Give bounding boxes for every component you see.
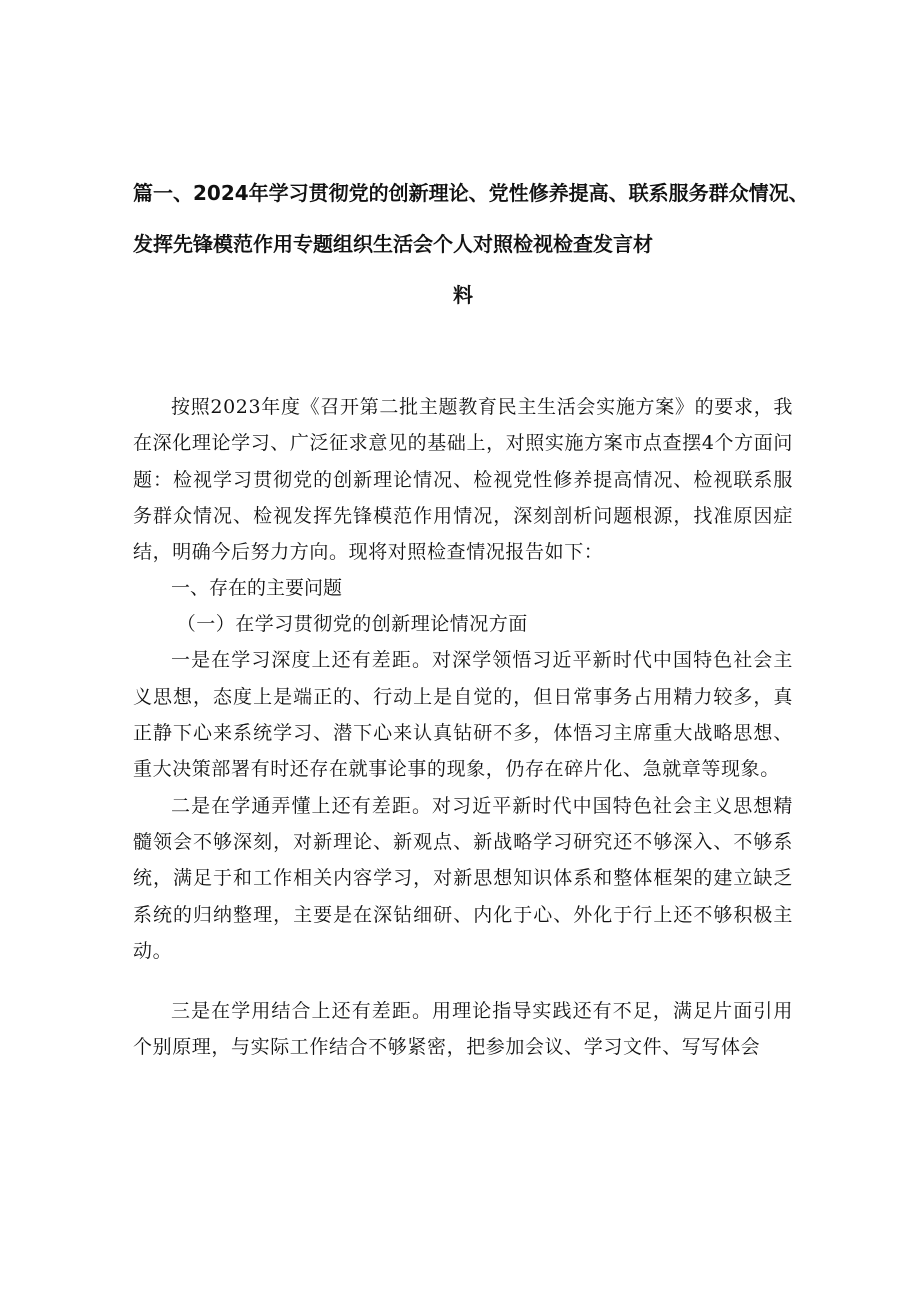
section-heading-problems: 一、存在的主要问题 [171,577,343,600]
point-paragraph-3: 三是在学用结合上还有差距。用理论指导实践还有不足，满足片面引用个别原理，与实际工作结合不够紧密，把参加会议、学习文件、写写体会 [133,1000,793,1059]
intro-paragraph: 按照2023年度《召开第二批主题教育民主生活会实施方案》的要求，我在深化理论学习、广泛征求意见的基础上，对照实施方案市点查摆4个方面问题：检视学习贯彻党的创新理论情况、检视党性修养提高情况、检视联系服务群众情况、检视发挥先锋模范作用情况，深刻剖析问题根源，找准原因症结，明确今后努力方向。现将对照检查情况报告如下： [133,396,793,564]
subsection-heading-theory: （一）在学习贯彻党的创新理论情况方面 [176,613,528,636]
document-title [133,168,809,321]
paragraph-gap [133,969,793,993]
title-line-2: 发挥先锋模范作用专题组织生活会个人对照检视检查发言材 [133,232,653,256]
document-body [133,389,793,1066]
title-line-3: 料 [453,283,473,307]
point-paragraph-1: 一是在学习深度上还有差距。对深学领悟习近平新时代中国特色社会主义思想，态度上是端正的、行动上是自觉的，但日常事务占用精力较多，真正静下心来系统学习、潜下心来认真钻研不多，体悟习主席重大战略思想、重大决策部署有时还存在就事论事的现象，仍存在碎片化、急就章等现象。 [133,649,793,781]
title-line-1: 篇一、2024年学习贯彻党的创新理论、党性修养提高、联系服务群众情况、 [133,181,809,205]
point-paragraph-2: 二是在学通弄懂上还有差距。对习近平新时代中国特色社会主义思想精髓领会不够深刻，对新理论、新观点、新战略学习研究还不够深入、不够系统，满足于和工作相关内容学习，对新思想知识体系和整体框架的建立缺乏系统的归纳整理，主要是在深钻细研、内化于心、外化于行上还不够积极主动。 [133,794,793,962]
